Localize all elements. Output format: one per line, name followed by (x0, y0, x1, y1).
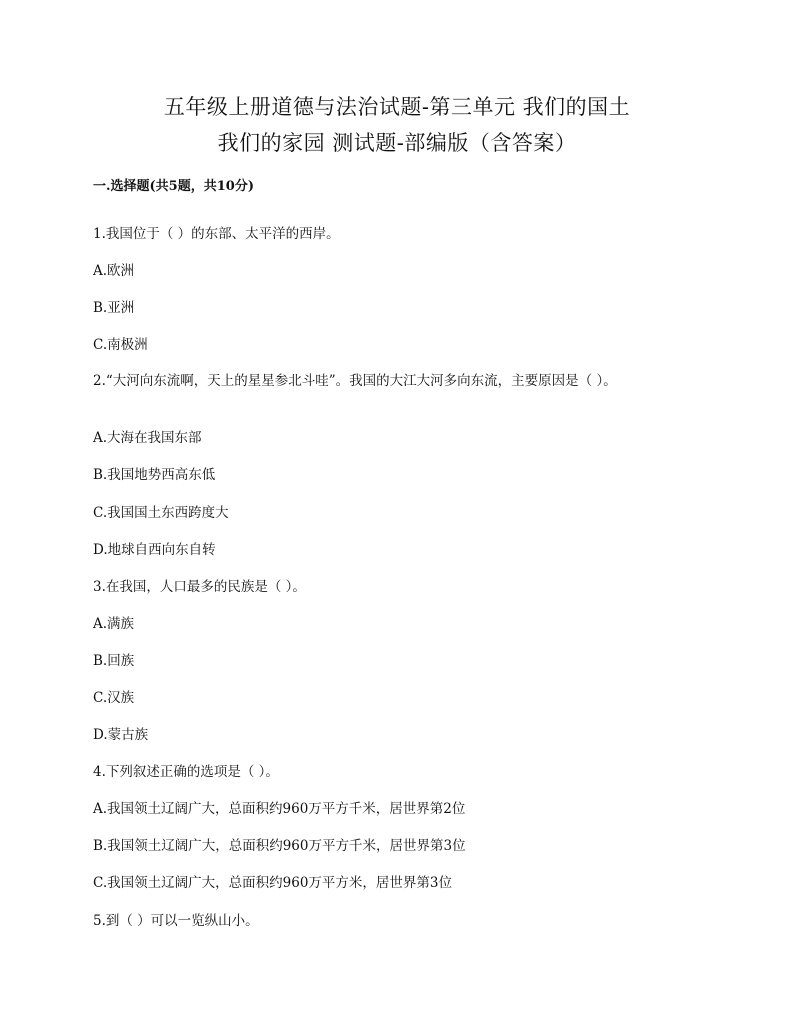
question-1-option-b: B.亚洲 (93, 300, 135, 316)
question-4-option-c: C.我国领土辽阔广大，总面积约960万平方米，居世界第3位 (93, 875, 452, 891)
question-1-option-c: C.南极洲 (93, 337, 148, 353)
question-2-stem: 2.“大河向东流啊，天上的星星参北斗哇”。我国的大江大河多向东流，主要原因是（ ）。 (93, 373, 617, 389)
question-4-stem: 4.下列叙述正确的选项是（ ）。 (93, 764, 279, 780)
section-heading: 一.选择题(共5题，共10分) (93, 179, 254, 194)
question-2-option-a: A.大海在我国东部 (93, 430, 202, 446)
question-2-option-b: B.我国地势西高东低 (93, 467, 216, 483)
document-title-line-2: 我们的家园 测试题-部编版（含答案） (217, 131, 577, 155)
question-3-option-a: A.满族 (93, 616, 135, 632)
question-4-option-b: B.我国领土辽阔广大，总面积约960万平方千米，居世界第3位 (93, 838, 466, 854)
question-3-option-b: B.回族 (93, 653, 135, 669)
question-5-stem: 5.到（ ）可以一览纵山小。 (93, 913, 259, 929)
question-2-option-d: D.地球自西向东自转 (93, 542, 216, 558)
question-1-stem: 1.我国位于（ ）的东部、太平洋的西岸。 (93, 226, 340, 242)
question-2-option-c: C.我国国土东西跨度大 (93, 505, 229, 521)
question-1-option-a: A.欧洲 (93, 263, 135, 279)
question-3-option-d: D.蒙古族 (93, 727, 149, 743)
question-4-option-a: A.我国领土辽阔广大，总面积约960万平方千米，居世界第2位 (93, 801, 466, 817)
question-3-option-c: C.汉族 (93, 690, 135, 706)
question-3-stem: 3.在我国，人口最多的民族是（ ）。 (93, 579, 306, 595)
document-title-line-1: 五年级上册道德与法治试题-第三单元 我们的国土 (163, 95, 631, 119)
